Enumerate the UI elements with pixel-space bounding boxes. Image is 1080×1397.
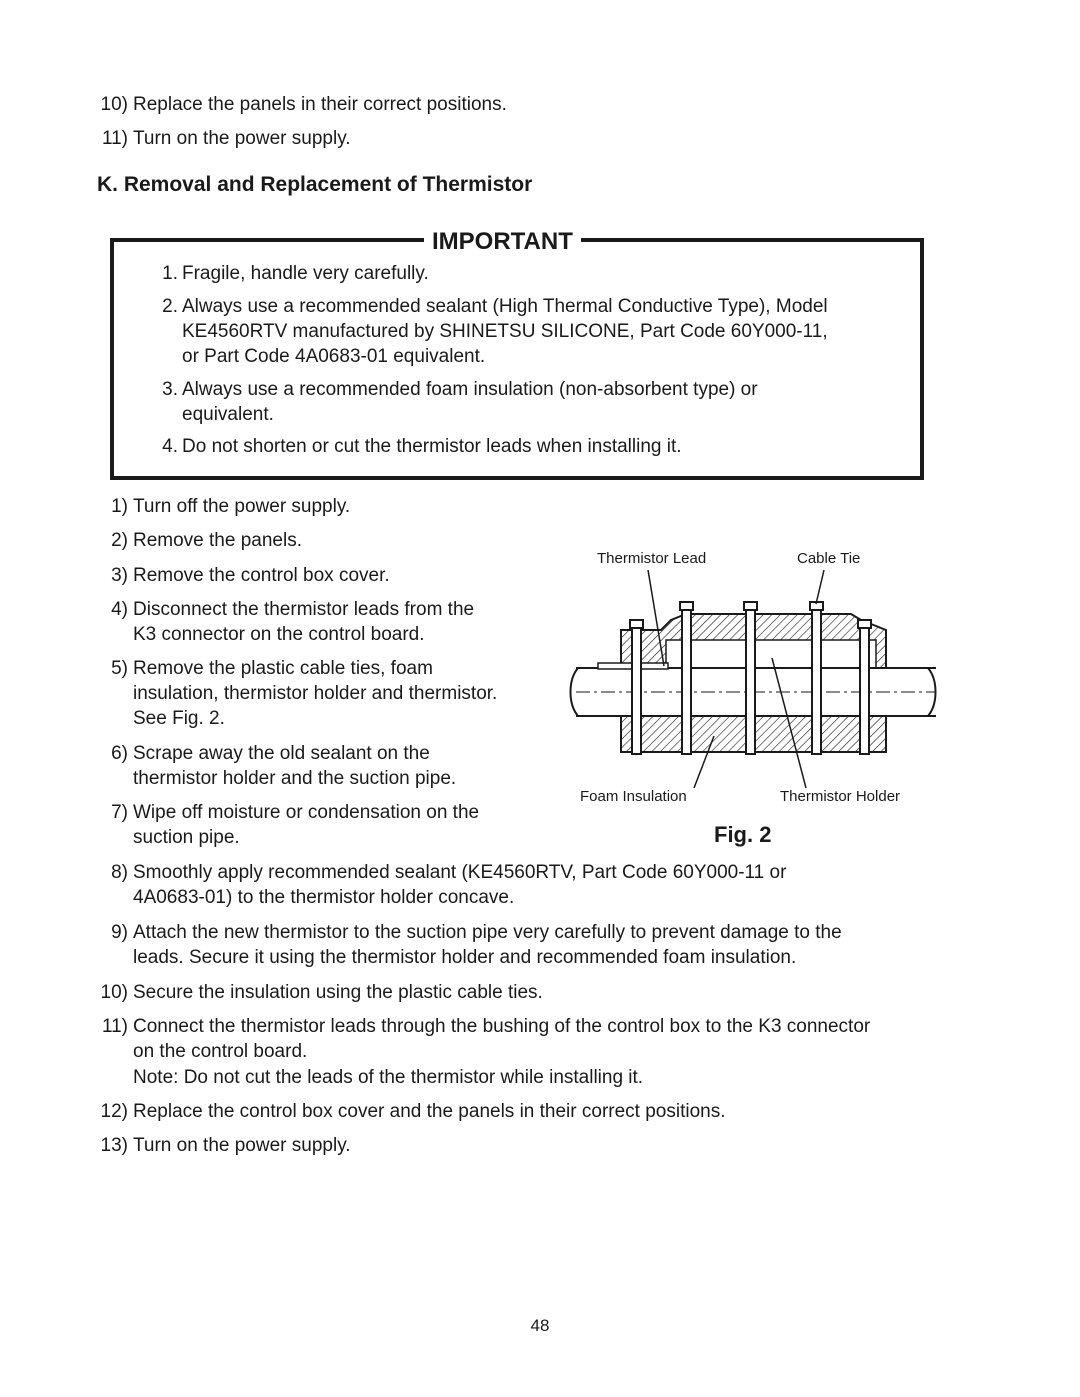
step-text: thermistor holder and the suction pipe. (133, 768, 457, 789)
important-item-text: KE4560RTV manufactured by SHINETSU SILICONE, Part Code 60Y000-11, (182, 321, 828, 342)
important-item-text: or Part Code 4A0683-01 equivalent. (182, 346, 486, 367)
step-number: 7) (111, 802, 128, 823)
step-text: Disconnect the thermistor leads from the (133, 599, 475, 620)
callout-thermistor-holder: Thermistor Holder (780, 788, 901, 805)
step-text: Replace the control box cover and the panels in their correct positions. (133, 1101, 726, 1122)
step-text: on the control board. (133, 1041, 308, 1062)
step-number: 4) (111, 599, 128, 620)
important-item-text: Always use a recommended foam insulation (non-absorbent type) or (182, 379, 758, 400)
step-text: Turn on the power supply. (133, 128, 351, 149)
section-title: K. Removal and Replacement of Thermistor (97, 173, 533, 196)
important-item-text: equivalent. (182, 404, 274, 425)
step-text: leads. Secure it using the thermistor holder and recommended foam insulation. (133, 947, 797, 968)
important-item-text: Fragile, handle very carefully. (182, 263, 429, 284)
thermistor-diagram (566, 540, 946, 820)
step-number: 2) (111, 530, 128, 551)
important-item-number: 3. (162, 379, 178, 400)
callout-foam-insulation: Foam Insulation (580, 788, 687, 805)
figure-label: Fig. 2 (714, 822, 772, 847)
step-note: Note: Do not cut the leads of the thermistor while installing it. (133, 1067, 644, 1088)
step-number: 1) (111, 496, 128, 517)
step-text: Connect the thermistor leads through the bushing of the control box to the K3 connector (133, 1016, 871, 1037)
step-text: K3 connector on the control board. (133, 624, 425, 645)
step-text: Wipe off moisture or condensation on the (133, 802, 480, 823)
step-number: 5) (111, 658, 128, 679)
step-number: 6) (111, 743, 128, 764)
important-item-text: Always use a recommended sealant (High Thermal Conductive Type), Model (182, 296, 828, 317)
important-item-number: 1. (162, 263, 178, 284)
important-item-number: 4. (162, 436, 178, 457)
callout-thermistor-lead: Thermistor Lead (597, 550, 707, 567)
step-number: 10) (100, 982, 128, 1003)
step-number: 8) (111, 862, 128, 883)
step-text: Turn off the power supply. (133, 496, 351, 517)
step-number: 9) (111, 922, 128, 943)
step-number: 11) (101, 128, 128, 149)
step-text: suction pipe. (133, 827, 240, 848)
step-text: Remove the plastic cable ties, foam (133, 658, 433, 679)
step-number: 12) (100, 1101, 128, 1122)
step-text: Remove the control box cover. (133, 565, 390, 586)
step-number: 13) (100, 1135, 128, 1156)
step-number: 11) (101, 1016, 128, 1037)
step-text: 4A0683-01) to the thermistor holder concave. (133, 887, 515, 908)
step-number: 3) (111, 565, 128, 586)
step-text: Attach the new thermistor to the suction pipe very carefully to prevent damage to the (133, 922, 842, 943)
important-item-number: 2. (162, 296, 178, 317)
step-text: Smoothly apply recommended sealant (KE4560RTV, Part Code 60Y000-11 or (133, 862, 787, 883)
important-label: IMPORTANT (424, 225, 581, 259)
step-text: See Fig. 2. (133, 708, 225, 729)
callout-cable-tie: Cable Tie (797, 550, 861, 567)
step-number: 10) (100, 94, 128, 115)
step-text: Replace the panels in their correct positions. (133, 94, 507, 115)
step-text: Scrape away the old sealant on the (133, 743, 430, 764)
step-text: Remove the panels. (133, 530, 302, 551)
step-text: Secure the insulation using the plastic cable ties. (133, 982, 543, 1003)
step-text: Turn on the power supply. (133, 1135, 351, 1156)
page-number: 48 (530, 1316, 550, 1335)
step-text: insulation, thermistor holder and thermistor. (133, 683, 498, 704)
important-item-text: Do not shorten or cut the thermistor leads when installing it. (182, 436, 682, 457)
